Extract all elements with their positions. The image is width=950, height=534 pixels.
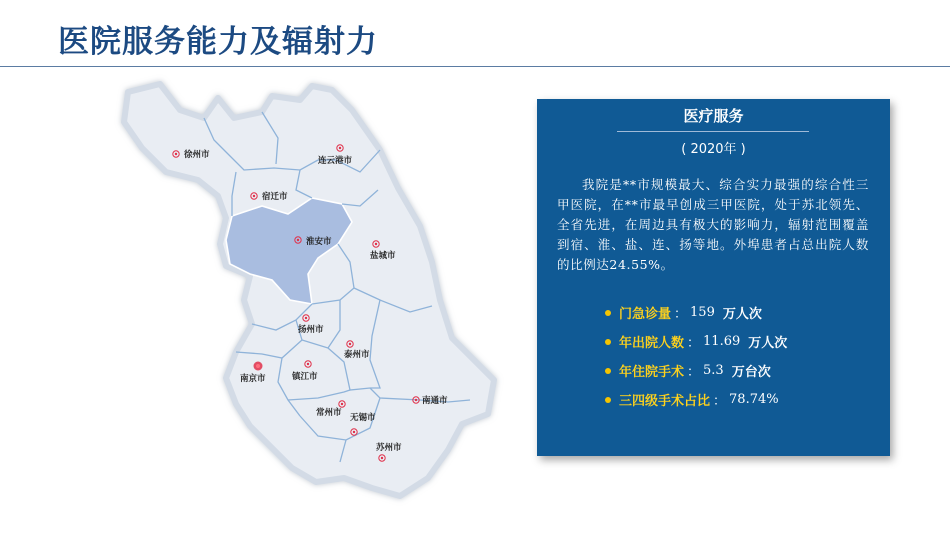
city-label-lianyungang: 连云港市 [318, 156, 353, 166]
stat-item [605, 327, 787, 356]
panel-title: 医疗服务 [683, 107, 744, 125]
bullet-icon [605, 339, 611, 345]
stat-unit: 万台次 [731, 365, 771, 380]
city-label-suqian: 宿迁市 [262, 192, 288, 202]
bullet-icon [605, 310, 611, 316]
stat-value: 159 [690, 305, 715, 320]
stats-list [605, 298, 787, 414]
bullet-icon [605, 397, 611, 403]
bullet-icon [605, 368, 611, 374]
stat-item [605, 356, 787, 385]
page-title: 医院服务能力及辐射力 [58, 24, 378, 60]
city-label-suzhou: 苏州市 [376, 443, 402, 453]
stat-separator: ： [687, 336, 701, 351]
stat-value: 11.69 [703, 334, 741, 349]
panel-description: 我院是**市规模最大、综合实力最强的综合性三甲医院，在**市最早创成三甲医院，处于苏北领先、全省先进，在周边具有极大的影响力，辐射范围覆盖到宿、淮、盐、连、扬等地。外埠患者占总出院人数的比例达24.55%。 [557, 177, 869, 272]
city-label-xuzhou: 徐州市 [184, 150, 210, 160]
city-label-zhenjiang: 镇江市 [292, 372, 318, 382]
stat-item [605, 385, 787, 414]
medical-service-panel [537, 99, 890, 456]
city-label-taizhou: 泰州市 [344, 350, 370, 360]
stat-separator: ： [674, 307, 688, 322]
stat-label: 年住院手术 [619, 365, 685, 380]
stat-separator: ： [713, 394, 727, 409]
city-label-yancheng: 盐城市 [370, 251, 396, 261]
panel-divider [617, 131, 809, 132]
stat-label: 年出院人数 [619, 336, 685, 351]
stat-unit: 万人次 [748, 336, 788, 351]
stat-label: 门急诊量 [619, 307, 672, 322]
stat-separator: ： [687, 365, 701, 380]
city-label-wuxi: 无锡市 [350, 413, 376, 423]
city-label-yangzhou: 扬州市 [298, 325, 324, 335]
city-label-nantong: 南通市 [422, 396, 448, 406]
panel-year: ( 2020年 ) [681, 142, 746, 157]
city-label-nanjing: 南京市 [240, 374, 266, 384]
stat-unit: 万人次 [722, 307, 762, 322]
city-label-changzhou: 常州市 [316, 408, 342, 418]
stat-label: 三四级手术占比 [619, 394, 711, 409]
stat-item [605, 298, 787, 327]
stat-value: 5.3 [703, 363, 724, 378]
city-label-huaian: 淮安市 [306, 237, 332, 247]
stat-value: 78.74% [729, 392, 779, 407]
